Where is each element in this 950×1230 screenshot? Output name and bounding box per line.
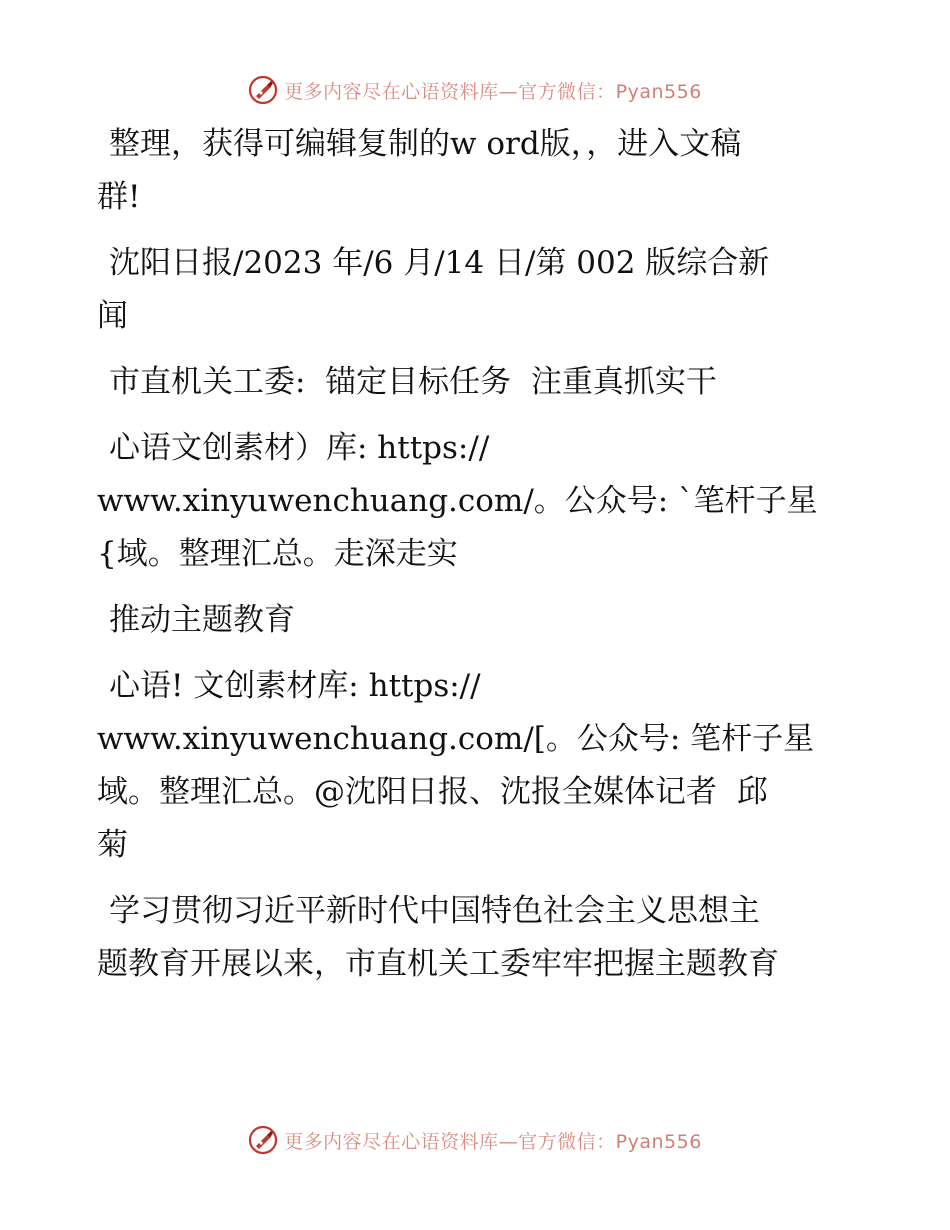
paragraph-line: {域。整理汇总。走深走实 <box>97 536 458 572</box>
pen-nib-logo-icon <box>248 1125 278 1155</box>
paragraph-line: 整理，获得可编辑复制的w ord版，，进入文稿 <box>109 126 742 162</box>
watermark-text: 更多内容尽在心语资料库—官方微信：Pyan556 <box>284 80 702 103</box>
paragraph-line: 题教育开展以来，市直机关工委牢牢把握主题教育 <box>97 946 779 982</box>
paragraph-line: 群! <box>97 179 141 215</box>
document-body <box>97 118 857 1004</box>
watermark-wechat-id: Pyan556 <box>615 1130 702 1153</box>
paragraph-line: 学习贯彻习近平新时代中国特色社会主义思想主 <box>109 893 760 929</box>
paragraph-body <box>97 885 857 991</box>
article-title <box>97 356 857 409</box>
paragraph-line: 域。整理汇总。@沈阳日报、沈报全媒体记者 邱 <box>97 774 768 810</box>
paragraph-notice-1 <box>97 422 857 581</box>
paragraph-line: 心语! 文创素材库: https:// <box>109 668 481 704</box>
paragraph-line: 推动主题教育 <box>109 602 295 638</box>
article-subtitle <box>97 594 857 647</box>
pen-nib-logo-icon <box>248 75 278 105</box>
paragraph-intro <box>97 118 857 224</box>
paragraph-line: 市直机关工委: 锚定目标任务 注重真抓实干 <box>109 364 717 400</box>
watermark-text: 更多内容尽在心语资料库—官方微信：Pyan556 <box>284 1130 702 1153</box>
footer-watermark <box>0 1120 950 1160</box>
watermark-wechat-id: Pyan556 <box>615 80 702 103</box>
paragraph-line: 心语文创素材）库: https:// <box>109 430 490 466</box>
paragraph-line: 菊 <box>97 827 128 863</box>
paragraph-line: www.xinyuwenchuang.com/[。公众号: 笔杆子星 <box>97 721 815 757</box>
paragraph-line: 闻 <box>97 298 128 334</box>
header-watermark <box>0 70 950 110</box>
paragraph-source <box>97 237 857 343</box>
paragraph-line: 沈阳日报/2023 年/6 月/14 日/第 002 版综合新 <box>109 245 770 281</box>
paragraph-notice-2 <box>97 660 857 872</box>
paragraph-line: www.xinyuwenchuang.com/。公众号: `笔杆子星 <box>97 483 818 519</box>
